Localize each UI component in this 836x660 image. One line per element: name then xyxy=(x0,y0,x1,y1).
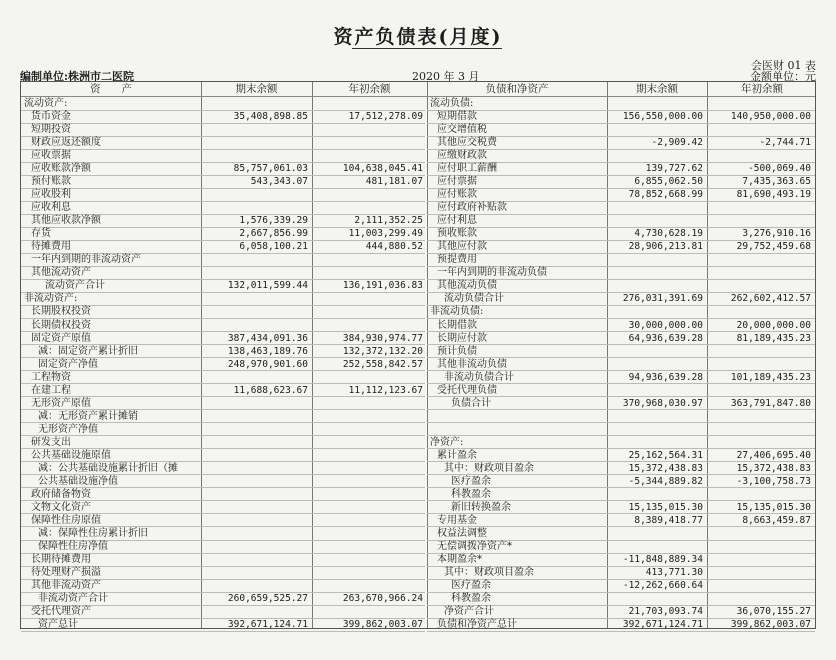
liability-row-begin-value: 15,135,015.30 xyxy=(736,501,811,513)
liability-row-end-value xyxy=(607,436,707,449)
liability-row-end-value xyxy=(607,527,707,540)
liability-row-label: 专用基金 xyxy=(437,514,477,526)
row-divider xyxy=(21,631,425,632)
asset-row-begin-value xyxy=(312,605,427,618)
liability-row-end-value xyxy=(607,488,707,501)
asset-row-end-value xyxy=(201,397,312,410)
liability-row-end-value: 8,389,418.77 xyxy=(634,514,703,526)
liability-row-end-value xyxy=(607,305,707,318)
asset-row-label: 货币资金 xyxy=(31,111,71,123)
liability-row-begin-value: -500,069.40 xyxy=(748,163,811,175)
liability-row-end-value xyxy=(607,423,707,436)
liability-row-label: 长期应付款 xyxy=(437,332,487,344)
asset-row-label: 应收账款净额 xyxy=(31,163,91,175)
asset-row-label: 待摊费用 xyxy=(31,241,71,253)
liability-row-begin-value: 363,791,847.80 xyxy=(730,397,811,409)
asset-row-label: 其他应收款净额 xyxy=(31,215,101,227)
liability-row-end-value xyxy=(607,384,707,397)
liability-row-label: 负债和净资产总计 xyxy=(437,619,517,631)
liability-row-begin-value xyxy=(707,358,815,371)
liability-row-label xyxy=(427,423,607,436)
row-divider xyxy=(427,631,815,632)
asset-row-begin-value xyxy=(312,488,427,501)
asset-row-end-value xyxy=(201,149,312,162)
col-header-asset: 资 产 xyxy=(90,83,132,95)
liability-row-end-value: 25,162,564.31 xyxy=(628,449,703,461)
liability-row-begin-value: 36,070,155.27 xyxy=(736,606,811,618)
col-header-asset-end: 期末余额 xyxy=(235,83,278,95)
asset-row-end-value xyxy=(201,292,312,305)
liability-row-label: 新旧转换盈余 xyxy=(451,501,511,513)
asset-row-end-value xyxy=(201,123,312,136)
asset-row-begin-value xyxy=(312,123,427,136)
asset-row-end-value: 387,434,091.36 xyxy=(227,332,308,344)
asset-row-label: 其他非流动资产 xyxy=(31,580,101,592)
asset-row-label: 保障性住房净值 xyxy=(38,541,108,553)
liability-row-begin-value xyxy=(707,410,815,423)
title-underline xyxy=(352,48,502,49)
asset-row-begin-value: 399,862,003.07 xyxy=(342,619,423,631)
liability-row-begin-value xyxy=(707,527,815,540)
asset-row-end-value xyxy=(201,188,312,201)
asset-row-end-value: 132,011,599.44 xyxy=(227,280,308,292)
liability-row-begin-value xyxy=(707,266,815,279)
liability-row-label: 应付票据 xyxy=(437,176,477,188)
asset-row-end-value xyxy=(201,501,312,514)
liability-row-begin-value: 15,372,438.83 xyxy=(736,462,811,474)
liability-row-begin-value: 27,406,695.40 xyxy=(736,449,811,461)
asset-row-label: 减：公共基础设施累计折旧（摊 xyxy=(38,462,178,474)
asset-row-end-value xyxy=(201,436,312,449)
asset-row-label: 财政应返还额度 xyxy=(31,137,101,149)
liability-row-end-value: 94,936,639.28 xyxy=(628,371,703,383)
liability-row-label: 短期借款 xyxy=(437,111,477,123)
liability-row-begin-value: 3,276,910.16 xyxy=(742,228,811,240)
liability-row-end-value xyxy=(607,149,707,162)
asset-row-end-value: 11,688,623.67 xyxy=(233,384,308,396)
liability-row-begin-value: 262,602,412.57 xyxy=(730,293,811,305)
liability-row-label: 其中：财政项目盈余 xyxy=(444,462,534,474)
asset-row-begin-value xyxy=(312,527,427,540)
asset-row-end-value xyxy=(201,540,312,553)
asset-row-label: 研发支出 xyxy=(31,436,71,448)
liability-row-begin-value xyxy=(707,488,815,501)
liability-row-end-value: 156,550,000.00 xyxy=(622,111,703,123)
liability-row-label: 本期盈余* xyxy=(437,554,482,566)
liability-row-label: 应付利息 xyxy=(437,215,477,227)
asset-row-end-value: 35,408,898.85 xyxy=(233,111,308,123)
liability-row-end-value xyxy=(607,214,707,227)
asset-row-label: 一年内到期的非流动资产 xyxy=(31,254,141,266)
asset-row-begin-value xyxy=(312,475,427,488)
liability-row-end-value: 28,906,213.81 xyxy=(628,241,703,253)
liability-row-label: 预计负债 xyxy=(437,345,477,357)
asset-row-label: 待处理财产损溢 xyxy=(31,567,101,579)
asset-row-label: 流动资产合计 xyxy=(45,280,105,292)
liability-row-end-value xyxy=(607,253,707,266)
asset-row-begin-value xyxy=(312,253,427,266)
asset-row-label: 资产总计 xyxy=(38,619,78,631)
liability-row-begin-value xyxy=(707,305,815,318)
liability-row-begin-value: 8,663,459.87 xyxy=(742,514,811,526)
asset-row-label: 政府储备物资 xyxy=(31,488,91,500)
asset-row-end-value xyxy=(201,475,312,488)
asset-row-end-value xyxy=(201,305,312,318)
liability-row-label: 其他非流动负债 xyxy=(437,358,507,370)
asset-row-end-value xyxy=(201,97,312,110)
liability-row-begin-value xyxy=(707,123,815,136)
col-header-liab: 负债和净资产 xyxy=(485,83,549,95)
asset-row-begin-value: 17,512,278.09 xyxy=(348,111,423,123)
liability-row-begin-value: 29,752,459.68 xyxy=(736,241,811,253)
liability-row-label: 无偿调拨净资产* xyxy=(437,541,512,553)
liability-row-end-value xyxy=(607,123,707,136)
liability-row-begin-value xyxy=(707,384,815,397)
asset-row-label: 应收利息 xyxy=(31,202,71,214)
asset-row-begin-value: 444,880.52 xyxy=(365,241,423,253)
asset-row-begin-value xyxy=(312,423,427,436)
liability-row-begin-value xyxy=(707,423,815,436)
liability-row-end-value xyxy=(607,201,707,214)
col-header-liab-begin: 年初余额 xyxy=(741,83,783,95)
liability-row-end-value: -11,848,889.34 xyxy=(622,554,703,566)
asset-row-begin-value xyxy=(312,97,427,110)
asset-row-label: 长期股权投资 xyxy=(31,306,91,318)
liability-row-begin-value xyxy=(707,553,815,566)
asset-row-end-value xyxy=(201,410,312,423)
asset-row-end-value: 260,659,525.27 xyxy=(227,593,308,605)
asset-row-label: 减：固定资产累计折旧 xyxy=(38,345,138,357)
asset-row-end-value xyxy=(201,527,312,540)
asset-row-label: 受托代理资产 xyxy=(31,606,91,618)
liability-row-label: 累计盈余 xyxy=(437,449,477,461)
liability-row-begin-value xyxy=(707,540,815,553)
liability-row-label: 其他应付款 xyxy=(437,241,487,253)
asset-row-label: 保障性住房原值 xyxy=(31,514,101,526)
liability-row-label: 一年内到期的非流动负债 xyxy=(437,267,547,279)
liability-row-label: 应交增值税 xyxy=(437,124,487,136)
asset-row-label: 非流动资产合计 xyxy=(38,593,108,605)
asset-row-end-value: 392,671,124.71 xyxy=(227,619,308,631)
asset-row-label: 其他流动资产 xyxy=(31,267,91,279)
report-period: 2020 年 3 月 xyxy=(412,70,480,83)
liability-row-end-value: 370,968,030.97 xyxy=(622,397,703,409)
liability-row-end-value: 139,727.62 xyxy=(645,163,703,175)
asset-row-label: 公共基础设施原值 xyxy=(31,449,111,461)
liability-row-end-value: 21,703,093.74 xyxy=(628,606,703,618)
asset-row-end-value: 248,970,901.60 xyxy=(227,358,308,370)
asset-row-begin-value: 104,638,045.41 xyxy=(342,163,423,175)
liability-row-end-value xyxy=(607,358,707,371)
asset-row-begin-value: 481,181.07 xyxy=(365,176,423,188)
asset-row-label: 长期债权投资 xyxy=(31,319,91,331)
asset-row-end-value xyxy=(201,488,312,501)
liability-row-end-value: -2,909.42 xyxy=(651,137,703,149)
asset-row-end-value xyxy=(201,514,312,527)
liability-row-label: 科教盈余 xyxy=(451,488,491,500)
liability-row-begin-value: 7,435,363.65 xyxy=(742,176,811,188)
liability-row-label: 其他流动负债 xyxy=(437,280,497,292)
liability-row-end-value: 15,372,438.83 xyxy=(628,462,703,474)
liability-row-label: 应付职工薪酬 xyxy=(437,163,497,175)
asset-row-begin-value xyxy=(312,371,427,384)
liability-row-end-value xyxy=(607,410,707,423)
asset-row-begin-value xyxy=(312,188,427,201)
liability-row-label: 权益法调整 xyxy=(437,527,487,539)
asset-row-label: 流动资产: xyxy=(24,98,68,109)
liability-row-begin-value xyxy=(707,149,815,162)
liability-row-end-value: 4,730,628.19 xyxy=(634,228,703,240)
asset-row-label: 应收股利 xyxy=(31,189,71,201)
liability-row-label: 应付账款 xyxy=(437,189,477,201)
asset-row-end-value xyxy=(201,253,312,266)
liability-row-label: 净资产: xyxy=(430,436,464,448)
asset-row-end-value xyxy=(201,579,312,592)
asset-row-label: 存货 xyxy=(31,228,51,240)
report-title: 资产负债表(月度) xyxy=(333,26,503,48)
asset-row-begin-value xyxy=(312,501,427,514)
liability-row-label: 其中：财政项目盈余 xyxy=(444,567,534,579)
liability-row-end-value: -5,344,889.82 xyxy=(628,475,703,487)
liability-row-end-value: 392,671,124.71 xyxy=(622,619,703,631)
asset-row-end-value xyxy=(201,319,312,332)
asset-row-end-value xyxy=(201,449,312,462)
liability-row-label: 科教盈余 xyxy=(451,593,491,605)
asset-row-begin-value: 2,111,352.25 xyxy=(354,215,423,227)
asset-row-end-value xyxy=(201,462,312,475)
liability-row-begin-value: -2,744.71 xyxy=(759,137,811,149)
asset-row-begin-value: 11,003,299.49 xyxy=(348,228,423,240)
currency-unit: 金额单位：元 xyxy=(750,70,816,83)
asset-row-label: 预付账款 xyxy=(31,176,71,188)
asset-row-label: 减：无形资产累计摊销 xyxy=(38,410,138,422)
asset-row-begin-value: 384,930,974.77 xyxy=(342,332,423,344)
liability-row-begin-value xyxy=(707,253,815,266)
liability-row-label: 流动负债: xyxy=(430,98,474,109)
liability-row-label: 受托代理负债 xyxy=(437,384,497,396)
asset-row-label: 无形资产原值 xyxy=(31,397,91,409)
liability-row-label: 应付政府补贴款 xyxy=(437,202,507,214)
asset-row-label: 固定资产净值 xyxy=(38,358,98,370)
asset-row-begin-value xyxy=(312,449,427,462)
asset-row-begin-value xyxy=(312,462,427,475)
asset-row-begin-value xyxy=(312,579,427,592)
liability-row-label: 净资产合计 xyxy=(444,606,494,618)
asset-row-label: 在建工程 xyxy=(31,384,71,396)
asset-row-begin-value xyxy=(312,397,427,410)
liability-row-begin-value: 20,000,000.00 xyxy=(736,319,811,331)
liability-row-end-value xyxy=(607,592,707,605)
balance-sheet-table xyxy=(20,81,816,629)
liability-row-label: 负债合计 xyxy=(451,397,491,409)
asset-row-begin-value xyxy=(312,540,427,553)
asset-row-begin-value xyxy=(312,292,427,305)
asset-row-label: 非流动资产: xyxy=(24,293,78,305)
liability-row-label: 其他应交税费 xyxy=(437,137,497,149)
asset-row-label: 文物文化资产 xyxy=(31,501,91,513)
asset-row-end-value xyxy=(201,136,312,149)
liability-row-begin-value xyxy=(707,579,815,592)
asset-row-label: 公共基础设施净值 xyxy=(38,475,118,487)
asset-row-begin-value xyxy=(312,319,427,332)
liability-row-begin-value xyxy=(707,566,815,579)
liability-row-begin-value: 81,189,435.23 xyxy=(736,332,811,344)
asset-row-begin-value xyxy=(312,305,427,318)
liability-row-begin-value xyxy=(707,97,815,110)
liability-row-label: 预提费用 xyxy=(437,254,477,266)
liability-row-begin-value: -3,100,758.73 xyxy=(736,475,811,487)
asset-row-begin-value: 263,670,966.24 xyxy=(342,593,423,605)
asset-row-label: 固定资产原值 xyxy=(31,332,91,344)
liability-row-end-value xyxy=(607,266,707,279)
asset-row-end-value xyxy=(201,423,312,436)
liability-row-label: 预收账款 xyxy=(437,228,477,240)
asset-row-label: 应收票据 xyxy=(31,150,71,162)
liability-row-label: 非流动负债: xyxy=(430,306,484,318)
asset-row-end-value: 1,576,339.29 xyxy=(239,215,308,227)
liability-row-label xyxy=(427,410,607,423)
asset-row-begin-value xyxy=(312,436,427,449)
col-header-liab-end: 期末余额 xyxy=(636,83,678,95)
asset-row-begin-value xyxy=(312,201,427,214)
liability-row-label: 非流动负债合计 xyxy=(444,371,514,383)
asset-row-begin-value xyxy=(312,136,427,149)
liability-row-end-value: 276,031,391.69 xyxy=(622,293,703,305)
asset-row-end-value: 6,058,100.21 xyxy=(239,241,308,253)
asset-row-begin-value: 11,112,123.67 xyxy=(348,384,423,396)
asset-row-end-value xyxy=(201,201,312,214)
liability-row-end-value: 30,000,000.00 xyxy=(628,319,703,331)
liability-row-begin-value: 101,189,435.23 xyxy=(730,371,811,383)
asset-row-end-value xyxy=(201,553,312,566)
liability-row-begin-value xyxy=(707,279,815,292)
liability-row-end-value: 64,936,639.28 xyxy=(628,332,703,344)
asset-row-end-value xyxy=(201,566,312,579)
form-code: 会医财 01 表 xyxy=(751,59,816,72)
asset-row-begin-value: 136,191,036.83 xyxy=(342,280,423,292)
asset-row-label: 工程物资 xyxy=(31,371,71,383)
asset-row-label: 长期待摊费用 xyxy=(31,554,91,566)
liability-row-end-value xyxy=(607,97,707,110)
asset-row-end-value xyxy=(201,371,312,384)
liability-row-begin-value: 140,950,000.00 xyxy=(730,111,811,123)
asset-row-begin-value xyxy=(312,149,427,162)
liability-row-begin-value: 399,862,003.07 xyxy=(730,619,811,631)
liability-row-end-value: -12,262,660.64 xyxy=(622,580,703,592)
liability-row-label: 流动负债合计 xyxy=(444,293,504,305)
liability-row-label: 长期借款 xyxy=(437,319,477,331)
asset-row-begin-value xyxy=(312,553,427,566)
asset-row-begin-value: 252,558,842.57 xyxy=(342,358,423,370)
liability-row-begin-value xyxy=(707,592,815,605)
liability-row-end-value xyxy=(607,279,707,292)
liability-row-begin-value xyxy=(707,214,815,227)
asset-row-begin-value xyxy=(312,266,427,279)
asset-row-begin-value xyxy=(312,514,427,527)
asset-row-end-value: 543,343.07 xyxy=(250,176,308,188)
asset-row-begin-value xyxy=(312,566,427,579)
liability-row-label: 医疗盈余 xyxy=(451,580,491,592)
asset-row-end-value xyxy=(201,605,312,618)
liability-row-begin-value xyxy=(707,345,815,358)
liability-row-label: 应缴财政款 xyxy=(437,150,487,162)
asset-row-end-value xyxy=(201,266,312,279)
liability-row-end-value: 6,855,062.50 xyxy=(634,176,703,188)
reporting-unit: 编制单位:株洲市二医院 xyxy=(20,70,135,83)
asset-row-label: 减：保障性住房累计折旧 xyxy=(38,527,148,539)
liability-row-begin-value xyxy=(707,436,815,449)
asset-row-begin-value xyxy=(312,410,427,423)
asset-row-label: 短期投资 xyxy=(31,124,71,136)
asset-row-end-value: 138,463,189.76 xyxy=(227,345,308,357)
liability-row-end-value xyxy=(607,540,707,553)
asset-row-begin-value: 132,372,132.20 xyxy=(342,345,423,357)
liability-row-end-value xyxy=(607,345,707,358)
asset-row-label: 无形资产净值 xyxy=(38,423,98,435)
liability-row-end-value: 78,852,668.99 xyxy=(628,189,703,201)
liability-row-label: 医疗盈余 xyxy=(451,475,491,487)
liability-row-end-value: 15,135,015.30 xyxy=(628,501,703,513)
asset-row-end-value: 85,757,061.03 xyxy=(233,163,308,175)
liability-row-end-value: 413,771.30 xyxy=(645,567,703,579)
liability-row-begin-value: 81,690,493.19 xyxy=(736,189,811,201)
liability-row-begin-value xyxy=(707,201,815,214)
asset-row-end-value: 2,667,856.99 xyxy=(239,228,308,240)
col-header-asset-begin: 年初余额 xyxy=(348,83,391,95)
